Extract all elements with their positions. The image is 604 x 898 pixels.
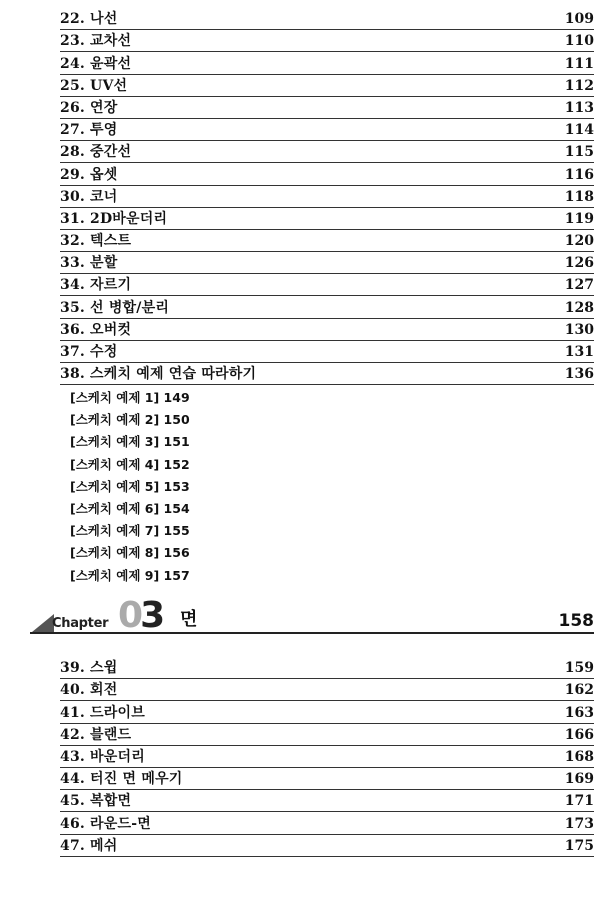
toc-row <box>60 835 594 857</box>
toc-row-page: 110 <box>564 33 594 50</box>
toc-row <box>60 8 594 30</box>
toc-row-title: 42. 블랜드 <box>60 726 132 743</box>
toc-row-page: 127 <box>564 277 594 294</box>
toc-row-title: 28. 중간선 <box>60 144 132 161</box>
toc-row-title: 47. 메쉬 <box>60 837 118 854</box>
toc-row-page: 130 <box>564 321 594 338</box>
toc-row-page: 114 <box>564 122 594 139</box>
toc-row <box>60 319 594 341</box>
toc-row <box>60 724 594 746</box>
toc-row <box>60 701 594 723</box>
toc-row-page: 173 <box>564 815 594 832</box>
toc-row <box>60 363 594 385</box>
toc-row-page: 136 <box>564 366 594 383</box>
toc-row-page: 163 <box>564 704 594 721</box>
toc-row-title: 25. UV선 <box>60 77 128 94</box>
toc-row-page: 131 <box>564 344 594 360</box>
toc-row <box>60 75 594 97</box>
toc-row <box>60 768 594 790</box>
chapter-number <box>118 595 162 636</box>
toc-row-page: 126 <box>564 255 594 272</box>
toc-row-title: 26. 연장 <box>60 99 118 116</box>
toc-row <box>60 657 594 679</box>
toc-row-title: 35. 선 병합/분리 <box>60 299 170 316</box>
toc-list-top <box>60 8 594 385</box>
toc-row-page: 111 <box>564 55 594 72</box>
sketch-example-list <box>70 387 190 587</box>
sketch-example-item: [스케치 예제 4] 152 <box>70 456 190 472</box>
toc-row-page: 128 <box>564 299 594 316</box>
toc-row-title: 23. 교차선 <box>60 33 132 50</box>
toc-row <box>60 163 594 185</box>
toc-row-title: 27. 투영 <box>60 122 118 139</box>
toc-list-bottom <box>60 657 594 857</box>
chapter-header <box>30 595 594 636</box>
toc-row <box>60 141 594 163</box>
toc-row-title: 34. 자르기 <box>60 277 132 294</box>
toc-row-page: 169 <box>564 771 594 788</box>
sketch-example-item: [스케치 예제 1] 149 <box>70 390 190 405</box>
toc-row-title: 31. 2D바운더리 <box>60 210 168 227</box>
toc-row-title: 44. 터진 면 메우기 <box>60 771 183 788</box>
toc-row-title: 45. 복합면 <box>60 793 132 810</box>
sketch-example-item: [스케치 예제 2] 150 <box>70 412 190 428</box>
sketch-example-item: [스케치 예제 5] 153 <box>70 478 190 494</box>
toc-row-page: 166 <box>564 726 594 743</box>
sketch-example-item: [스케치 예제 7] 155 <box>70 523 190 539</box>
toc-row-title: 46. 라운드-면 <box>60 815 151 832</box>
toc-row-page: 115 <box>564 144 594 161</box>
toc-row <box>60 274 594 296</box>
toc-row-title: 40. 회전 <box>60 682 118 699</box>
toc-row <box>60 746 594 768</box>
chapter-triangle-icon <box>32 614 54 632</box>
chapter-word: Chapter <box>52 616 109 631</box>
toc-row-page: 159 <box>564 660 594 677</box>
toc-row-page: 120 <box>564 233 594 250</box>
toc-row-title: 37. 수정 <box>60 344 118 360</box>
sketch-example-item: [스케치 예제 8] 156 <box>70 545 190 561</box>
toc-row-title: 38. 스케치 예제 연습 따라하기 <box>60 366 257 383</box>
toc-row <box>60 790 594 812</box>
toc-row <box>60 230 594 252</box>
toc-row <box>60 119 594 141</box>
toc-row-title: 24. 윤곽선 <box>60 55 132 72</box>
toc-row-title: 41. 드라이브 <box>60 704 145 721</box>
toc-row-page: 119 <box>564 210 594 227</box>
toc-row <box>60 812 594 834</box>
toc-row-page: 109 <box>564 11 594 28</box>
toc-row <box>60 208 594 230</box>
toc-row <box>60 296 594 318</box>
toc-row-page: 116 <box>564 166 594 183</box>
toc-row <box>60 252 594 274</box>
toc-row-page: 112 <box>564 77 594 94</box>
toc-row-title: 36. 오버컷 <box>60 321 132 338</box>
toc-row-title: 22. 나선 <box>60 11 118 28</box>
toc-row <box>60 341 594 363</box>
toc-row-title: 43. 바운더리 <box>60 748 145 765</box>
toc-row-page: 168 <box>564 748 594 765</box>
toc-row <box>60 679 594 701</box>
sketch-example-item: [스케치 예제 9] 157 <box>70 567 190 583</box>
toc-row-title: 33. 분할 <box>60 255 118 272</box>
toc-row-page: 118 <box>564 188 594 205</box>
toc-row-page: 162 <box>564 682 594 699</box>
chapter-name: 면 <box>180 609 198 630</box>
sketch-example-item: [스케치 예제 6] 154 <box>70 500 190 516</box>
toc-row <box>60 52 594 74</box>
toc-row <box>60 186 594 208</box>
toc-row-title: 32. 텍스트 <box>60 233 132 250</box>
toc-row-title: 30. 코너 <box>60 188 118 205</box>
chapter-number-light: 0 <box>118 595 141 636</box>
chapter-page: 158 <box>558 611 594 631</box>
toc-row <box>60 30 594 52</box>
sketch-example-item: [스케치 예제 3] 151 <box>70 434 190 450</box>
toc-row-page: 175 <box>564 837 594 854</box>
toc-row-page: 171 <box>564 793 594 810</box>
toc-row-title: 39. 스윕 <box>60 660 118 677</box>
toc-row-page: 113 <box>564 99 594 116</box>
toc-row <box>60 97 594 119</box>
chapter-number-dark: 3 <box>140 595 163 636</box>
toc-row-title: 29. 옵셋 <box>60 166 118 183</box>
